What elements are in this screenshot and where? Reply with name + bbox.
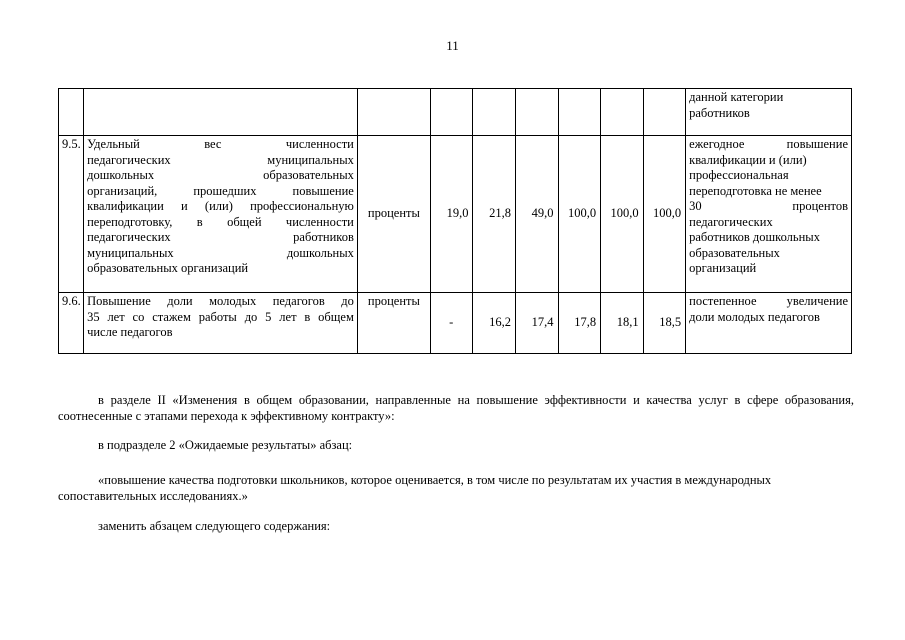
cell-note [686, 89, 852, 136]
cell-value [516, 89, 559, 136]
unit: проценты [357, 136, 430, 293]
indicator-name: Удельный вес численности педагогических муниципальных дошкольных образовательных организаций, прошедших повышение квалификации и (или) профессиональную переподготовку, в общей численности педагогических работников муниципальных дошкольных образовательных организаций [84, 136, 358, 293]
value-cell: 17,4 [516, 293, 559, 354]
value-cell: 18,5 [643, 293, 686, 354]
indicators-table [58, 88, 852, 354]
cell-name [84, 89, 358, 136]
cell-value [601, 89, 644, 136]
paragraph-subsection-2: в подразделе 2 «Ожидаемые результаты» абзац: [98, 438, 353, 452]
value-cell: 100,0 [558, 136, 601, 293]
note: ежегодное повышение квалификации и (или) профессиональная переподготовка не менее 30 процентов педагогических работников дошкольных образовательных организаций [686, 136, 852, 293]
value-cell: 18,1 [601, 293, 644, 354]
note-line: работников [689, 105, 750, 120]
paragraph-replace: заменить абзацем следующего содержания: [98, 519, 331, 533]
paragraph-quote: «повышение качества подготовки школьников, которое оценивается, в том числе по результатам их участия в международных сопоставительных исследованиях.» [58, 473, 772, 503]
page-number: 11 [446, 38, 459, 53]
value-cell: 100,0 [601, 136, 644, 293]
value-cell: 49,0 [516, 136, 559, 293]
paragraph-section-ii: в разделе II «Изменения в общем образовании, направленные на повышение эффективности и качества услуг в сфере образования, соотнесенные с этапами перехода к эффективному контракту»: [58, 393, 854, 423]
value-cell: 16,2 [473, 293, 516, 354]
cell-unit [357, 89, 430, 136]
table-row [59, 89, 852, 136]
cell-num [59, 89, 84, 136]
cell-value [643, 89, 686, 136]
table-row [59, 136, 852, 293]
value-cell: - [430, 293, 473, 354]
value-cell: 19,0 [430, 136, 473, 293]
table-row [59, 293, 852, 354]
note-line: данной категории [689, 90, 784, 104]
row-number: 9.6. [59, 293, 84, 354]
cell-value [558, 89, 601, 136]
value-cell: 17,8 [558, 293, 601, 354]
cell-value [430, 89, 473, 136]
value-cell: 100,0 [643, 136, 686, 293]
unit: проценты [357, 293, 430, 354]
note: постепенное увеличение доли молодых педагогов [686, 293, 852, 354]
row-number: 9.5. [59, 136, 84, 293]
cell-value [473, 89, 516, 136]
value-cell: 21,8 [473, 136, 516, 293]
indicator-name: Повышение доли молодых педагогов до 35 лет со стажем работы до 5 лет в общем числе педагогов [84, 293, 358, 354]
